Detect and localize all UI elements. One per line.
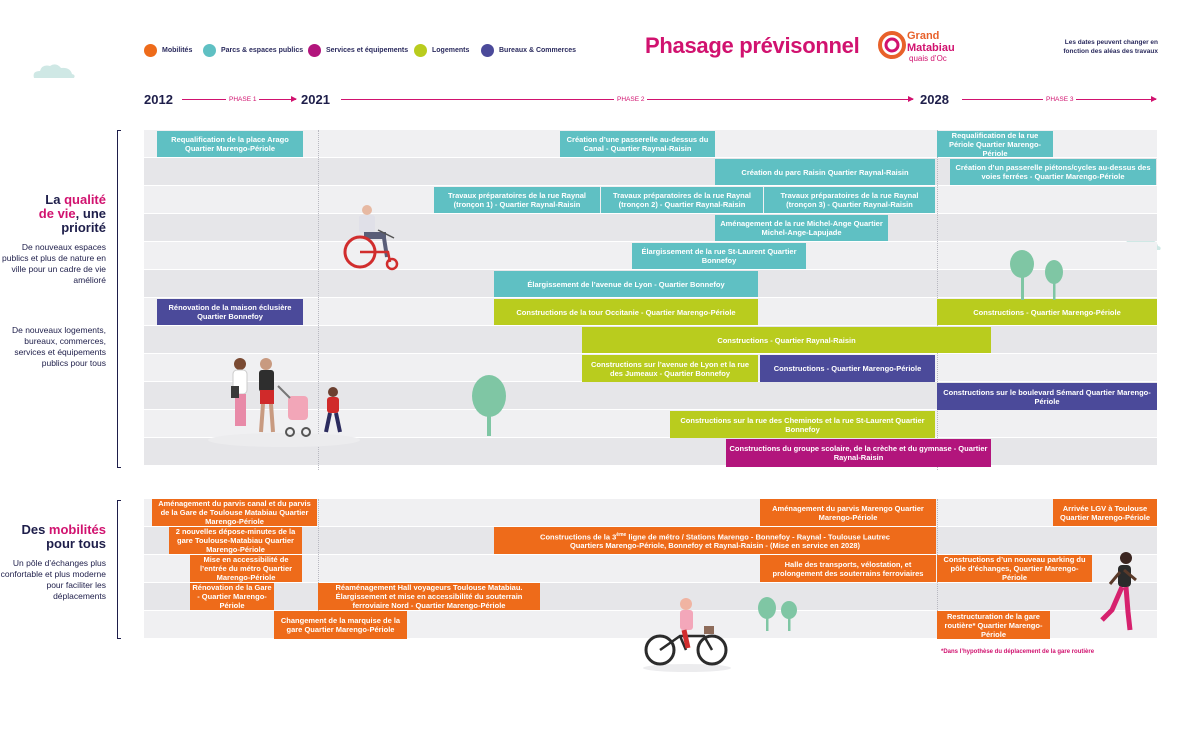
small-trees-icon	[756, 597, 801, 631]
runner-illustration	[1098, 550, 1142, 636]
logo-text-grand: Grand	[907, 30, 940, 42]
title-highlight: de vie	[38, 206, 76, 221]
bar-rue-st-laurent: Élargissement de la rue St-Laurent Quartier Bonnefoy	[632, 243, 806, 269]
footnote: *Dans l’hypothèse du déplacement de la gare routière	[941, 649, 1095, 655]
bar-passerelle-canal: Création d’une passerelle au-dessus du Canal - Quartier Raynal-Raisin	[560, 131, 715, 157]
wheelchair-person-illustration	[338, 202, 410, 274]
title-highlight: mobilités	[48, 522, 106, 537]
year-2028: 2028	[920, 92, 949, 107]
title-part: La	[45, 192, 65, 207]
title-highlight: qualité	[64, 192, 106, 207]
bar-halle-transports: Halle des transports, vélostation, et prolongement des souterrains ferroviaires	[760, 555, 936, 582]
bar-3e-ligne-metro	[494, 527, 936, 554]
bar-avenue-lyon-jumeaux: Constructions sur l’avenue de Lyon et la rue des Jumeaux - Quartier Bonnefoy	[582, 355, 758, 382]
bar-place-arago: Requalification de la place Arago Quartier Marengo-Périole	[157, 131, 303, 157]
disclaimer-note: Les dates peuvent changer en fonction des aléas des travaux	[1063, 39, 1158, 55]
legend-parcs	[203, 44, 303, 57]
bar-passerelle-voies: Création d’un passerelle piétons/cycles au-dessus des voies ferrées - Quartier Marengo-Périole	[950, 159, 1156, 185]
grand-matabiau-logo	[878, 26, 958, 68]
family-illustration	[206, 352, 361, 448]
legend-dot	[308, 44, 321, 57]
bar-parvis-marengo: Aménagement du parvis Marengo Quartier Marengo-Périole	[760, 499, 936, 526]
bar-raynal-troncon-1: Travaux préparatoires de la rue Raynal (tronçon 1) - Quartier Raynal-Raisin	[434, 187, 600, 213]
title-part: , une priorité	[61, 206, 106, 235]
metro-line-2: Quartiers Marengo-Périole, Bonnefoy et Raynal-Raisin - (Mise en service en 2028)	[569, 541, 861, 551]
section1-desc2: De nouveaux logements, bureaux, commerces, services et équipements publics pour tous	[11, 325, 106, 368]
legend-label: Bureaux & Commerces	[499, 47, 577, 54]
section1-title	[0, 193, 106, 235]
bar-nouveau-parking: Constructions d’un nouveau parking du pôle d’échanges, Quartier Marengo-Périole	[937, 555, 1092, 582]
bar-arrivee-lgv: Arrivée LGV à Toulouse Quartier Marengo-Périole	[1053, 499, 1157, 526]
legend-bureaux	[481, 44, 576, 57]
legend-logements	[414, 44, 469, 57]
bar-avenue-lyon: Élargissement de l’avenue de Lyon - Quartier Bonnefoy	[494, 271, 758, 297]
bar-depose-minutes: 2 nouvelles dépose-minutes de la gare Toulouse-Matabiau Quartier Marengo-Périole	[169, 527, 302, 554]
cloud-icon	[30, 62, 78, 80]
trees-icon	[1008, 250, 1068, 302]
bar-constructions-marengo-2028: Constructions - Quartier Marengo-Périole	[937, 299, 1157, 325]
metro-text: ligne de métro / Stations Marengo - Bonnefoy - Raynal - Toulouse Lautrec	[626, 532, 890, 542]
cyclist-illustration	[640, 596, 734, 672]
bar-entree-metro: Mise en accessibilité de l’entrée du métro Quartier Marengo-Périole	[190, 555, 302, 582]
legend-mobilites	[144, 44, 192, 57]
bar-rue-cheminots: Constructions sur la rue des Cheminots et la rue St-Laurent Quartier Bonnefoy	[670, 411, 935, 438]
legend-label: Parcs & espaces publics	[221, 47, 304, 54]
legend-label: Services et équipements	[326, 47, 409, 54]
title-part: Des	[21, 522, 49, 537]
legend-dot	[481, 44, 494, 57]
phase-1-label: PHASE 1	[226, 96, 259, 103]
bar-gare-routiere: Restructuration de la gare routière* Quartier Marengo-Périole	[937, 611, 1050, 639]
page-title: Phasage prévisonnel	[645, 33, 860, 58]
bar-groupe-scolaire: Constructions du groupe scolaire, de la crèche et du gymnase - Quartier Raynal-Raisin	[726, 439, 991, 467]
bar-rue-periole: Requalification de la rue Périole Quartier Marengo-Périole	[937, 131, 1053, 157]
logo-mark-icon	[878, 26, 958, 68]
metro-sup: ème	[616, 531, 627, 538]
bar-tour-occitanie: Constructions de la tour Occitanie - Quartier Marengo-Périole	[494, 299, 758, 325]
logo-text-quais: quais d’Oc	[909, 54, 947, 63]
bar-hall-voyageurs: Réaménagement Hall voyageurs Toulouse Matabiau. Élargissement et mise en accessibilité du souterrain ferroviaire Nord - Quartier Marengo-Périole	[318, 583, 540, 610]
tree-icon	[470, 374, 508, 436]
legend-dot	[203, 44, 216, 57]
legend-dot	[414, 44, 427, 57]
metro-text: Constructions de la 3	[540, 532, 617, 542]
phase-2-label: PHASE 2	[614, 96, 647, 103]
legend-label: Logements	[432, 47, 470, 54]
bar-constructions-marengo: Constructions - Quartier Marengo-Périole	[760, 355, 935, 382]
section2-title	[0, 523, 106, 551]
section1-desc1: De nouveaux espaces publics et plus de nature en ville pour un cadre de vie amélioré	[2, 242, 106, 285]
bar-marquise-gare: Changement de la marquise de la gare Quartier Marengo-Périole	[274, 611, 407, 639]
bar-raynal-troncon-2: Travaux préparatoires de la rue Raynal (tronçon 2) - Quartier Raynal-Raisin	[601, 187, 763, 213]
bar-michel-ange: Aménagement de la rue Michel-Ange Quartier Michel-Ange-Lapujade	[715, 215, 888, 241]
legend-services	[308, 44, 408, 57]
bar-renovation-gare: Rénovation de la Gare - Quartier Marengo-Périole	[190, 583, 274, 610]
logo-text-matabiau: Matabiau	[907, 42, 955, 54]
bar-parvis-canal-gare: Aménagement du parvis canal et du parvis de la Gare de Toulouse Matabiau Quartier Marengo-Périole	[152, 499, 317, 526]
bar-parc-raisin: Création du parc Raisin Quartier Raynal-Raisin	[715, 159, 935, 185]
title-part: pour tous	[46, 536, 106, 551]
legend-dot	[144, 44, 157, 57]
bar-constructions-raynal: Constructions - Quartier Raynal-Raisin	[582, 327, 991, 353]
row-band	[144, 214, 1157, 241]
section-bracket	[117, 130, 122, 468]
legend-label: Mobilités	[162, 47, 193, 54]
section2-desc: Un pôle d’échanges plus confortable et plus moderne pour faciliter les déplacements	[0, 558, 106, 601]
section-bracket	[117, 500, 122, 639]
year-2021: 2021	[301, 92, 330, 107]
bar-boulevard-semard: Constructions sur le boulevard Sémard Quartier Marengo-Périole	[937, 383, 1157, 410]
bar-maison-eclusiere: Rénovation de la maison éclusière Quartier Bonnefoy	[157, 299, 303, 325]
phase-3-label: PHASE 3	[1043, 96, 1076, 103]
metro-line-1	[540, 531, 890, 542]
bar-raynal-troncon-3: Travaux préparatoires de la rue Raynal (tronçon 3) - Quartier Raynal-Raisin	[764, 187, 935, 213]
year-2012: 2012	[144, 92, 173, 107]
